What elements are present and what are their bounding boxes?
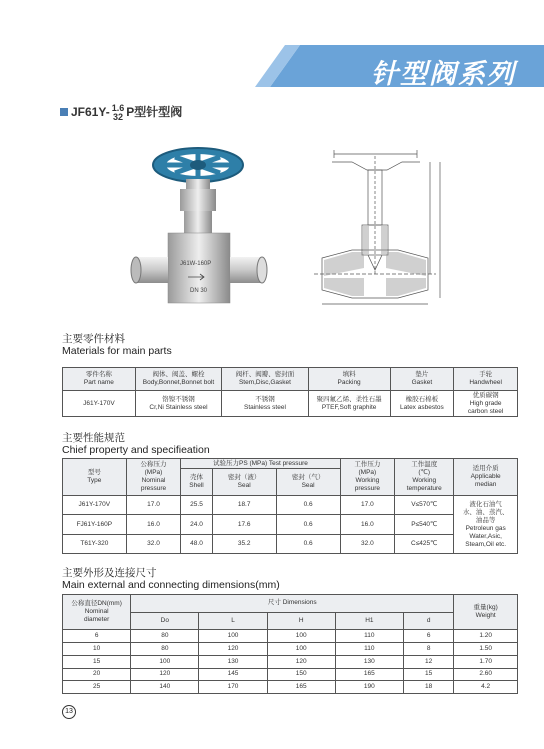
dn-marking: DN 30 xyxy=(190,288,208,294)
table-cell: FJ61Y-160P xyxy=(63,515,127,534)
table-cell: 4.2 xyxy=(454,681,518,694)
header-cell: L xyxy=(199,612,267,630)
materials-title: 主要零件材料 Materials for main parts xyxy=(62,333,172,357)
header-cell: H xyxy=(267,612,335,630)
header-cell: d xyxy=(403,612,453,630)
table-cell: 120 xyxy=(267,655,335,668)
header-cell: 型号 Type xyxy=(63,459,127,496)
valve-photo xyxy=(120,135,270,310)
table-cell: V≤570℃ xyxy=(395,496,454,515)
table-cell: 0.6 xyxy=(276,515,340,534)
header-cell: 零件名称 Part name xyxy=(63,368,136,391)
table-cell: 165 xyxy=(267,681,335,694)
table-row xyxy=(63,391,518,417)
table-cell: 130 xyxy=(199,655,267,668)
table-cell: 15 xyxy=(63,655,131,668)
table-cell: 1.70 xyxy=(454,655,518,668)
table-cell: 8 xyxy=(403,643,453,656)
table-cell: 0.6 xyxy=(276,534,340,553)
table-cell: 150 xyxy=(267,668,335,681)
table-cell: C≤425℃ xyxy=(395,534,454,553)
table-cell: 2.60 xyxy=(454,668,518,681)
property-title: 主要性能规范 Chief property and specifieation xyxy=(62,432,210,456)
table-cell: 130 xyxy=(335,655,403,668)
page-number: 13 xyxy=(62,705,76,719)
table-row xyxy=(63,534,518,553)
table-row xyxy=(63,630,518,643)
table-cell: 橡胶石棉板 Latex asbestos xyxy=(390,391,454,417)
header-cell: 公称直径DN(mm) Nominal diameter xyxy=(63,595,131,630)
header-cell: Do xyxy=(131,612,199,630)
table-cell: 120 xyxy=(131,668,199,681)
table-cell: 铬镍不锈钢 Cr,Ni Stainless steel xyxy=(135,391,221,417)
table-cell: 80 xyxy=(131,630,199,643)
table-cell: 6 xyxy=(63,630,131,643)
table-cell: 100 xyxy=(267,630,335,643)
table-cell: 120 xyxy=(199,643,267,656)
table-cell: 190 xyxy=(335,681,403,694)
dimensions-title: 主要外形及连接尺寸 Main external and connecting dimensions(mm) xyxy=(62,567,280,591)
table-cell: 24.0 xyxy=(181,515,212,534)
table-cell: P≤540℃ xyxy=(395,515,454,534)
section-drawing xyxy=(312,140,452,305)
header-cell: 密封（气） Seal xyxy=(276,469,340,496)
table-cell: 1.50 xyxy=(454,643,518,656)
property-table xyxy=(62,458,518,554)
table-cell: 20 xyxy=(63,668,131,681)
header-cell: 工作温度 (℃) Working temperature xyxy=(395,459,454,496)
table-row xyxy=(63,681,518,694)
table-cell: 100 xyxy=(131,655,199,668)
table-cell: 80 xyxy=(131,643,199,656)
header-cell: 垫片 Gasket xyxy=(390,368,454,391)
header-cell: 工作压力 (MPa) Working pressure xyxy=(340,459,395,496)
header-cell: 壳体 Shell xyxy=(181,469,212,496)
table-row xyxy=(63,668,518,681)
table-header-row xyxy=(63,612,518,630)
table-cell: 48.0 xyxy=(181,534,212,553)
table-cell: 18.7 xyxy=(212,496,276,515)
table-cell: 15 xyxy=(403,668,453,681)
header-cell: 重量(kg) Weight xyxy=(454,595,518,630)
table-row xyxy=(63,515,518,534)
header-cell: 填料 Packing xyxy=(308,368,390,391)
table-cell: 35.2 xyxy=(212,534,276,553)
header-cell: 密封（液） Seal xyxy=(212,469,276,496)
table-cell: 32.0 xyxy=(126,534,181,553)
table-header-row xyxy=(63,459,518,469)
table-cell: J61Y-170V xyxy=(63,496,127,515)
table-cell: 100 xyxy=(267,643,335,656)
table-cell: 1.20 xyxy=(454,630,518,643)
table-cell: 0.6 xyxy=(276,496,340,515)
bullet-square-icon xyxy=(60,108,68,116)
table-cell: 16.0 xyxy=(126,515,181,534)
body-marking: J61W-160P xyxy=(180,261,212,267)
media-cell: 液化石油气 水、油、蒸汽、 油品等 Petroleun gas Water,Asic, Steam,Oil etc. xyxy=(454,496,518,554)
header-cell: 阀杆、阀瓣、密封面 Stem,Disc,Gasket xyxy=(222,368,308,391)
header-cell: 阀体、阀盖、螺栓 Body,Bonnet,Bonnet bolt xyxy=(135,368,221,391)
table-cell: 145 xyxy=(199,668,267,681)
table-cell: 优质碳钢 High grade carbon steel xyxy=(454,391,518,417)
table-cell: 17.0 xyxy=(340,496,395,515)
table-cell: T61Y-320 xyxy=(63,534,127,553)
table-cell: 17.6 xyxy=(212,515,276,534)
table-cell: 12 xyxy=(403,655,453,668)
table-row xyxy=(63,655,518,668)
table-cell: J61Y-170V xyxy=(63,391,136,417)
table-header-row xyxy=(63,368,518,391)
table-cell: 6 xyxy=(403,630,453,643)
table-cell: 165 xyxy=(335,668,403,681)
table-cell: 16.0 xyxy=(340,515,395,534)
table-cell: 18 xyxy=(403,681,453,694)
header-cell: H1 xyxy=(335,612,403,630)
table-cell: 110 xyxy=(335,643,403,656)
series-title: 针型阀系列 xyxy=(371,59,516,90)
model-title: JF61Y- 1.6 32 P型针型阀 xyxy=(60,103,182,122)
header-cell: 公称压力 (MPa) Nominal pressure xyxy=(126,459,181,496)
header-cell: 尺寸 Dimensions xyxy=(131,595,454,613)
table-cell: 25 xyxy=(63,681,131,694)
table-cell: 17.0 xyxy=(126,496,181,515)
table-cell: 25.5 xyxy=(181,496,212,515)
table-header-row xyxy=(63,595,518,613)
table-cell: 不锈钢 Stainless steel xyxy=(222,391,308,417)
table-cell: 110 xyxy=(335,630,403,643)
dimension-table xyxy=(62,594,518,694)
table-cell: 140 xyxy=(131,681,199,694)
table-cell: 32.0 xyxy=(340,534,395,553)
table-cell: 100 xyxy=(199,630,267,643)
table-row xyxy=(63,643,518,656)
table-cell: 聚四氟乙烯、柔性石墨 PTEF,Soft graphite xyxy=(308,391,390,417)
header-cell: 适用介质 Applicable median xyxy=(454,459,518,496)
table-row xyxy=(63,496,518,515)
table-cell: 170 xyxy=(199,681,267,694)
header-cell: 试验压力PS (MPa) Test pressure xyxy=(181,459,340,469)
materials-table xyxy=(62,367,518,417)
table-cell: 10 xyxy=(63,643,131,656)
header-cell: 手轮 Handwheel xyxy=(454,368,518,391)
